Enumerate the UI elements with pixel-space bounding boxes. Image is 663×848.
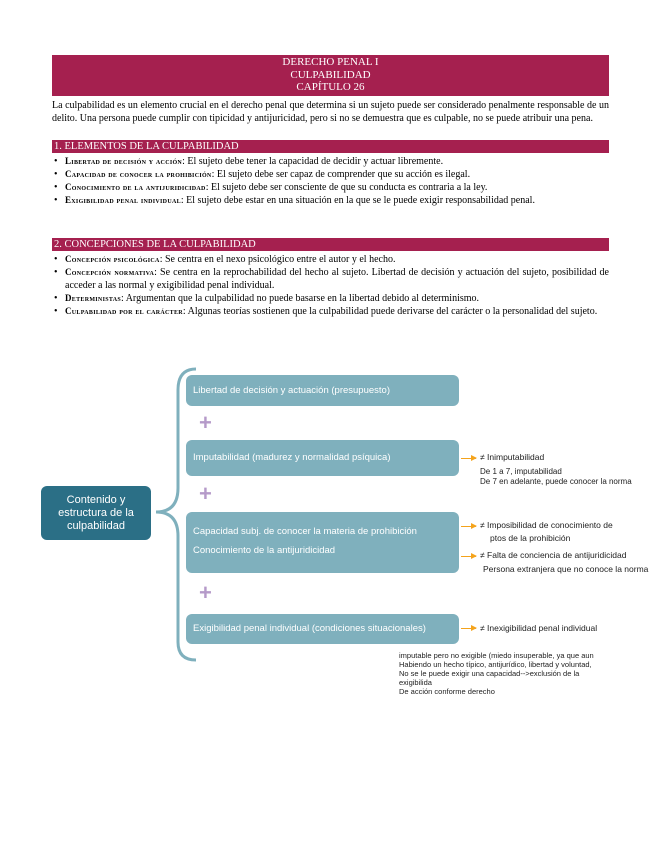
extranjera-note: Persona extranjera que no conoce la norma xyxy=(483,564,649,574)
arrow-icon xyxy=(461,628,476,629)
exigibilidad-explanation xyxy=(399,651,609,696)
explanation-line: imputable pero no exigible (miedo insuperable, ya que aun xyxy=(399,651,594,660)
libertad-box xyxy=(186,375,459,406)
item-term: Conocimiento de la antijuridicidad xyxy=(65,182,206,192)
exigibilidad-label: Exigibilidad penal individual (condiciones situacionales) xyxy=(193,623,426,634)
bullet-icon: • xyxy=(54,182,58,193)
item-term: Exigibilidad penal individual xyxy=(65,195,181,205)
explanation-line: De acción conforme derecho xyxy=(399,687,495,696)
libertad-label: Libertad de decisión y actuación (presupuesto) xyxy=(193,385,390,396)
item-text: : El sujeto debe estar en una situación en la que se le puede exigir responsabilidad penal. xyxy=(180,195,535,206)
imputabilidad-label: Imputabilidad (madurez y normalidad psíquica) xyxy=(193,452,391,463)
plus-icon: + xyxy=(199,580,212,605)
plus-icon: + xyxy=(199,410,212,435)
imputabilidad-box xyxy=(186,440,459,476)
root-label: Contenido y estructura de la culpabilidad xyxy=(58,493,134,532)
imposibilidad-line-1: ≠ Imposibilidad de conocimiento de xyxy=(480,520,613,530)
topic-title: CULPABILIDAD xyxy=(290,68,371,81)
item-text: : El sujeto debe ser consciente de que su conducta es contraria a la ley. xyxy=(205,182,488,193)
item-term: Libertad de decisión y acción xyxy=(65,156,183,166)
root-box xyxy=(41,486,151,540)
item-term: Capacidad de conocer la prohibición xyxy=(65,169,212,179)
chapter-title: CAPÍTULO 26 xyxy=(296,81,365,93)
item-term: Culpabilidad por el carácter xyxy=(65,306,183,316)
item-text: : El sujeto debe tener la capacidad de decidir y actuar libremente. xyxy=(182,156,444,167)
item-text: : Algunas teorías sostienen que la culpabilidad puede derivarse del carácter o la personalidad del sujeto. xyxy=(182,306,598,317)
imposibilidad-note xyxy=(480,521,635,543)
arrow-icon xyxy=(461,526,476,527)
conocimiento-box xyxy=(186,512,459,573)
age-note-2: De 7 en adelante, puede conocer la norma xyxy=(480,477,632,486)
bullet-icon: • xyxy=(54,267,58,278)
item-text: : El sujeto debe ser capaz de comprender que su acción es ilegal. xyxy=(211,169,471,180)
course-title: DERECHO PENAL I xyxy=(282,56,379,68)
item-text: : Se centra en la reprochabilidad del hecho al sujeto. Libertad de decisión y actuación del sujeto, posibilidad de acceder a las normal y exigibilidad penal individual. xyxy=(65,267,609,291)
item-term: Concepción normativa xyxy=(65,267,155,277)
item-term: Deterministas xyxy=(65,293,121,303)
inimputabilidad-note: ≠ Inimputabilidad xyxy=(480,452,545,462)
item-term: Concepción psicológica xyxy=(65,254,160,264)
bullet-icon: • xyxy=(54,254,58,265)
capacidad-label: Capacidad subj. de conocer la materia de prohibición xyxy=(193,526,417,537)
falta-conciencia-note: ≠ Falta de conciencia de antijuridicidad xyxy=(480,550,627,560)
arrow-icon xyxy=(461,556,476,557)
plus-icon: + xyxy=(199,481,212,506)
section-2-heading: 2. CONCEPCIONES DE LA CULPABILIDAD xyxy=(52,238,609,251)
explanation-line: Habiendo un hecho típico, antijurídico, libertad y voluntad, xyxy=(399,660,592,669)
bullet-icon: • xyxy=(54,306,58,317)
imposibilidad-line-2: ptos de la prohibición xyxy=(490,532,571,543)
explanation-line: No se le puede exigir una capacidad-->exclusión de la exigibilida xyxy=(399,669,580,687)
bullet-icon: • xyxy=(54,195,58,206)
bullet-icon: • xyxy=(54,293,58,304)
age-note-1: De 1 a 7, imputabilidad xyxy=(480,467,562,476)
inexigibilidad-note: ≠ Inexigibilidad penal individual xyxy=(480,623,598,633)
intro-paragraph: La culpabilidad es un elemento crucial en el derecho penal que determina si un sujeto puede ser considerado penalmente responsable de un delito. Una persona puede cumplir con tipicidad y antijuricidad, pero si no se demuestra que es culpable, no se puede atribuir una pena. xyxy=(52,100,609,125)
bullet-icon: • xyxy=(54,156,58,167)
antijuridicidad-label: Conocimiento de la antijuridicidad xyxy=(193,545,336,556)
exigibilidad-box xyxy=(186,614,459,644)
item-text: : Argumentan que la culpabilidad no puede basarse en la libertad debido al determinismo. xyxy=(120,293,480,304)
arrow-icon xyxy=(461,458,476,459)
bullet-icon: • xyxy=(54,169,58,180)
item-text: : Se centra en el nexo psicológico entre el autor y el hecho. xyxy=(159,254,396,265)
section-1-heading: 1. ELEMENTOS DE LA CULPABILIDAD xyxy=(52,140,609,153)
